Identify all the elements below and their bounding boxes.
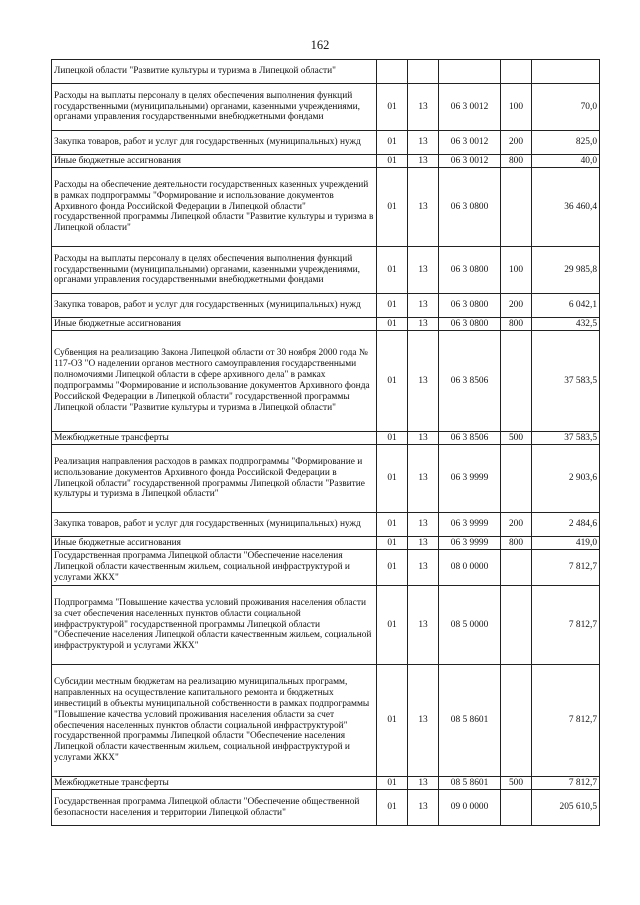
amount-value: 7 812,7	[532, 586, 600, 665]
expense-type-code: 200	[501, 294, 532, 318]
row-title: Межбюджетные трансферты	[52, 777, 377, 790]
section-code: 01	[377, 550, 408, 586]
table-row	[52, 586, 600, 665]
expense-type-code: 100	[501, 84, 532, 131]
target-article-code: 06 3 0800	[439, 247, 501, 294]
section-code: 01	[377, 665, 408, 777]
row-title: Закупка товаров, работ и услуг для государственных (муниципальных) нужд	[52, 131, 377, 155]
budget-table	[51, 59, 600, 826]
expense-type-code	[501, 60, 532, 84]
table-row	[52, 513, 600, 537]
table-row	[52, 432, 600, 445]
row-title: Иные бюджетные ассигнования	[52, 318, 377, 331]
amount-value: 37 583,5	[532, 432, 600, 445]
amount-value: 419,0	[532, 537, 600, 550]
expense-type-code: 200	[501, 513, 532, 537]
target-article-code: 06 3 0800	[439, 318, 501, 331]
target-article-code: 06 3 0012	[439, 84, 501, 131]
amount-value: 37 583,5	[532, 331, 600, 432]
target-article-code: 08 5 8601	[439, 665, 501, 777]
expense-type-code: 100	[501, 247, 532, 294]
row-title: Субвенция на реализацию Закона Липецкой области от 30 ноября 2000 года № 117-ОЗ "О наделении органов местного самоуправления государственными полномочиями Липецкой области в сфере архивного дела" в рамках подпрограммы "Формирование и использование документов Архивного фонда Российской Федерации в Липецкой области" государственной программы Липецкой области "Развитие культуры и туризма в Липецкой области"	[52, 331, 377, 432]
expense-type-code: 800	[501, 155, 532, 168]
amount-value: 7 812,7	[532, 665, 600, 777]
section-code: 01	[377, 445, 408, 513]
section-code: 01	[377, 84, 408, 131]
section-code: 01	[377, 586, 408, 665]
subsection-code: 13	[408, 84, 439, 131]
section-code: 01	[377, 513, 408, 537]
target-article-code: 08 0 0000	[439, 550, 501, 586]
target-article-code: 08 5 0000	[439, 586, 501, 665]
expense-type-code	[501, 168, 532, 247]
subsection-code: 13	[408, 318, 439, 331]
expense-type-code	[501, 586, 532, 665]
amount-value: 7 812,7	[532, 550, 600, 586]
expense-type-code: 800	[501, 537, 532, 550]
row-title: Закупка товаров, работ и услуг для государственных (муниципальных) нужд	[52, 294, 377, 318]
target-article-code: 06 3 8506	[439, 432, 501, 445]
subsection-code: 13	[408, 432, 439, 445]
target-article-code: 08 5 8601	[439, 777, 501, 790]
section-code: 01	[377, 155, 408, 168]
section-code: 01	[377, 331, 408, 432]
amount-value: 36 460,4	[532, 168, 600, 247]
subsection-code: 13	[408, 445, 439, 513]
expense-type-code: 800	[501, 318, 532, 331]
amount-value: 40,0	[532, 155, 600, 168]
target-article-code: 06 3 9999	[439, 445, 501, 513]
expense-type-code: 500	[501, 432, 532, 445]
table-row	[52, 168, 600, 247]
subsection-code: 13	[408, 550, 439, 586]
subsection-code: 13	[408, 513, 439, 537]
subsection-code: 13	[408, 168, 439, 247]
budget-table-body	[52, 60, 600, 826]
amount-value	[532, 60, 600, 84]
target-article-code	[439, 60, 501, 84]
row-title: Закупка товаров, работ и услуг для государственных (муниципальных) нужд	[52, 513, 377, 537]
row-title: Субсидии местным бюджетам на реализацию муниципальных программ, направленных на осуществление капитального ремонта и бюджетных инвестиций в объекты муниципальной собственности в рамках подпрограммы "Повышение качества условий проживания населения области за счет обеспечения населенных пунктов области социальной инфраструктурой" государственной программы Липецкой области "Обеспечение населения Липецкой области качественным жильем, социальной инфраструктурой и услугами ЖКХ"	[52, 665, 377, 777]
target-article-code: 06 3 9999	[439, 513, 501, 537]
expense-type-code: 500	[501, 777, 532, 790]
row-title: Иные бюджетные ассигнования	[52, 537, 377, 550]
section-code: 01	[377, 131, 408, 155]
section-code: 01	[377, 537, 408, 550]
table-row	[52, 550, 600, 586]
table-row	[52, 790, 600, 826]
target-article-code: 06 3 0012	[439, 155, 501, 168]
section-code: 01	[377, 294, 408, 318]
expense-type-code	[501, 550, 532, 586]
subsection-code: 13	[408, 247, 439, 294]
section-code: 01	[377, 168, 408, 247]
table-row	[52, 537, 600, 550]
row-title: Государственная программа Липецкой области "Обеспечение населения Липецкой области качественным жильем, социальной инфраструктурой и услугами ЖКХ"	[52, 550, 377, 586]
subsection-code: 13	[408, 331, 439, 432]
target-article-code: 06 3 0800	[439, 294, 501, 318]
subsection-code: 13	[408, 665, 439, 777]
table-row	[52, 84, 600, 131]
subsection-code: 13	[408, 790, 439, 826]
expense-type-code: 200	[501, 131, 532, 155]
row-title: Расходы на выплаты персоналу в целях обеспечения выполнения функций государственными (муниципальными) органами, казенными учреждениями, органами управления государственными внебюджетными фондами	[52, 247, 377, 294]
target-article-code: 06 3 0012	[439, 131, 501, 155]
amount-value: 70,0	[532, 84, 600, 131]
amount-value: 2 903,6	[532, 445, 600, 513]
table-row	[52, 331, 600, 432]
row-title: Подпрограмма "Повышение качества условий проживания населения области за счет обеспечения населенных пунктов области социальной инфраструктурой" государственной программы Липецкой области "Обеспечение населения Липецкой области качественным жильем, социальной инфраструктурой и услугами ЖКХ"	[52, 586, 377, 665]
subsection-code: 13	[408, 294, 439, 318]
row-title: Расходы на выплаты персоналу в целях обеспечения выполнения функций государственными (муниципальными) органами, казенными учреждениями, органами управления государственными внебюджетными фондами	[52, 84, 377, 131]
row-title: Государственная программа Липецкой области "Обеспечение общественной безопасности населения и территории Липецкой области"	[52, 790, 377, 826]
expense-type-code	[501, 665, 532, 777]
amount-value: 825,0	[532, 131, 600, 155]
amount-value: 29 985,8	[532, 247, 600, 294]
row-title: Иные бюджетные ассигнования	[52, 155, 377, 168]
target-article-code: 06 3 8506	[439, 331, 501, 432]
section-code: 01	[377, 777, 408, 790]
table-row	[52, 294, 600, 318]
amount-value: 7 812,7	[532, 777, 600, 790]
row-title: Расходы на обеспечение деятельности государственных казенных учреждений в рамках подпрограммы "Формирование и использование документов Архивного фонда Российской Федерации в Липецкой области" государственной программы Липецкой области "Развитие культуры и туризма в Липецкой области"	[52, 168, 377, 247]
section-code: 01	[377, 247, 408, 294]
table-row	[52, 777, 600, 790]
target-article-code: 09 0 0000	[439, 790, 501, 826]
table-row	[52, 318, 600, 331]
subsection-code: 13	[408, 537, 439, 550]
section-code: 01	[377, 318, 408, 331]
expense-type-code	[501, 790, 532, 826]
subsection-code	[408, 60, 439, 84]
expense-type-code	[501, 331, 532, 432]
table-row	[52, 665, 600, 777]
subsection-code: 13	[408, 777, 439, 790]
amount-value: 432,5	[532, 318, 600, 331]
section-code: 01	[377, 432, 408, 445]
table-row	[52, 131, 600, 155]
row-title: Реализация направления расходов в рамках подпрограммы "Формирование и использование документов Архивного фонда Российской Федерации в Липецкой области" государственной программы Липецкой области "Развитие культуры и туризма в Липецкой области"	[52, 445, 377, 513]
subsection-code: 13	[408, 586, 439, 665]
subsection-code: 13	[408, 131, 439, 155]
subsection-code: 13	[408, 155, 439, 168]
page-number: 162	[310, 38, 330, 52]
amount-value: 2 484,6	[532, 513, 600, 537]
section-code: 01	[377, 790, 408, 826]
amount-value: 6 042,1	[532, 294, 600, 318]
table-row	[52, 445, 600, 513]
table-row	[52, 155, 600, 168]
row-title: Межбюджетные трансферты	[52, 432, 377, 445]
target-article-code: 06 3 9999	[439, 537, 501, 550]
target-article-code: 06 3 0800	[439, 168, 501, 247]
expense-type-code	[501, 445, 532, 513]
table-row	[52, 60, 600, 84]
section-code	[377, 60, 408, 84]
row-title: Липецкой области "Развитие культуры и туризма в Липецкой области"	[52, 60, 377, 84]
table-row	[52, 247, 600, 294]
amount-value: 205 610,5	[532, 790, 600, 826]
